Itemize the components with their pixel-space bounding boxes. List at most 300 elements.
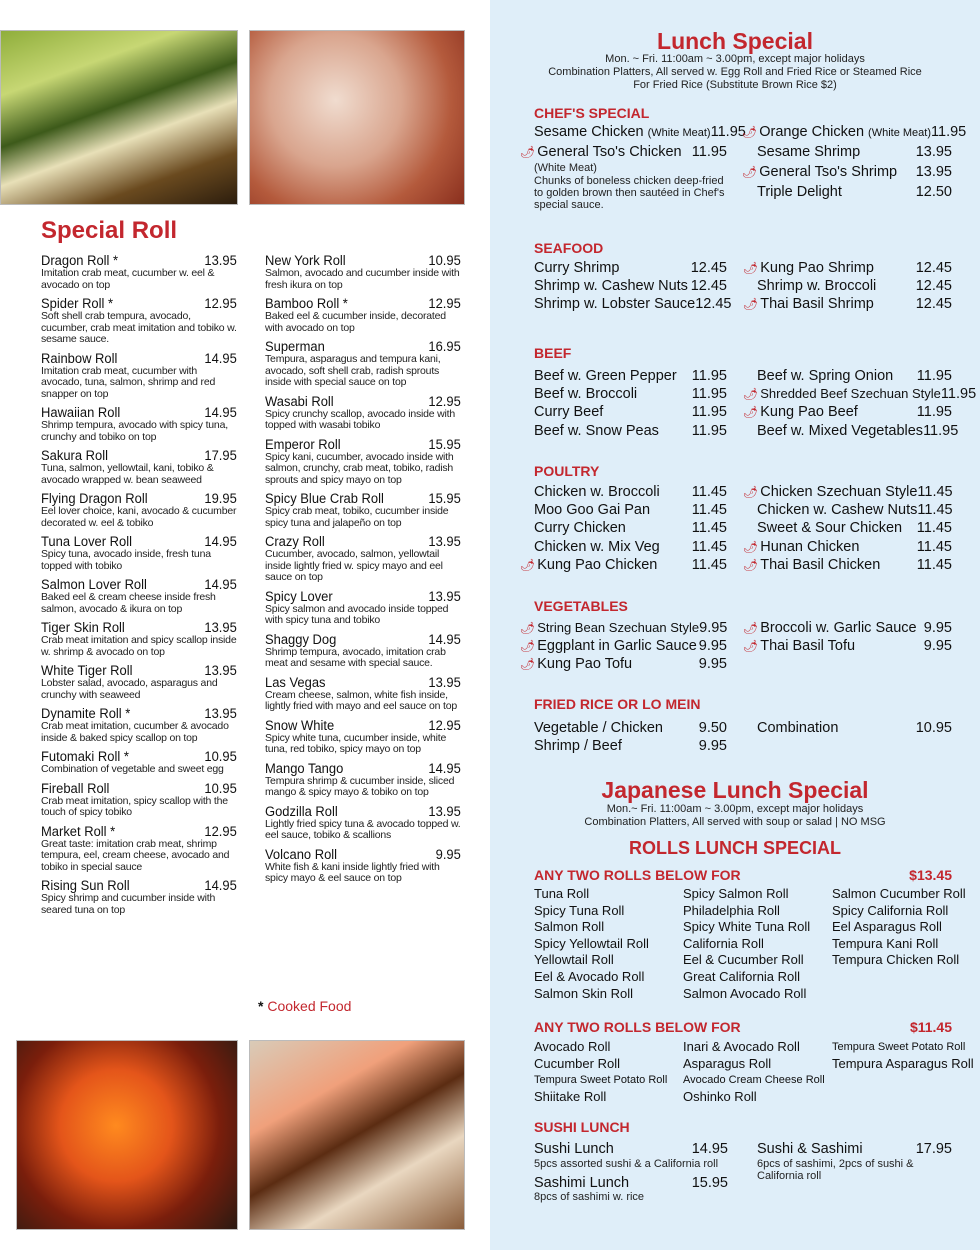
roll-header [41,253,237,268]
roll-price: 12.95 [204,823,237,839]
roll-description: Spicy crunchy scallop, avocado inside with topped with wasabi tobiko [265,407,456,431]
cooked-star: * [258,998,264,1014]
roll-item [41,663,237,701]
roll-description: Salmon, avocado and cucumber inside with fresh ikura on top [265,267,460,291]
chili-pepper-icon: 🌶 [520,145,536,159]
roll-header [41,706,237,721]
roll-price: 14.95 [204,350,237,366]
roll-list-item: Salmon Skin Roll [534,985,633,1001]
item-price: 12.45 [690,278,727,295]
roll-name: Emperor Roll [265,436,341,452]
roll-description: Shrimp tempura, avocado, imitation crab meat and sesame with special sauce. [265,645,446,669]
menu-item: Sushi Lunch 14.95 [534,1141,728,1157]
japanese-lunch-title: Japanese Lunch Special [601,777,869,803]
roll-description: White fish & kani inside lightly fried with spicy mayo & eel sauce on top [265,860,440,884]
roll-list-item: Asparagus Roll [683,1055,772,1071]
roll-list-item: Spicy Tuna Roll [534,902,625,918]
roll-description: Tempura shrimp & cucumber inside, sliced mango & spicy mayo & tobiko on top [265,774,455,798]
roll-price: 16.95 [428,339,461,354]
roll-header [265,253,461,268]
roll-item [41,296,237,346]
roll-description: Eel lover choice, kani, avocado & cucumber decorated w. eel & tobiko [41,505,237,529]
roll-item [41,824,237,874]
item-name: Shredded Beef Szechuan Style [760,386,941,402]
two-rolls-price: $13.45 [909,867,952,883]
item-name-wrap [534,259,619,277]
beef-heading: BEEF [534,345,572,361]
menu-item [743,619,952,637]
menu-item [743,403,952,421]
roll-description: Combination of vegetable and sweet egg [41,763,224,775]
menu-item [757,277,952,295]
roll-name: Market Roll * [41,823,116,839]
roll-item [41,534,237,572]
roll-description: Imitation crab meat, cucumber w. eel & avocado on top [41,267,215,291]
item-price: 11.95 [940,386,977,403]
roll-item [265,491,461,529]
roll-list-item: Avocado Cream Cheese Roll [683,1074,825,1087]
roll-item [265,253,461,291]
menu-item [743,295,952,313]
item-name-wrap [757,519,902,537]
roll-name: Shaggy Dog [265,631,337,647]
two-rolls-heading: ANY TWO ROLLS BELOW FOR $11.45 [534,1019,952,1035]
chili-pepper-icon: 🌶 [743,261,759,275]
item-description: Chunks of boneless chicken deep-fried to golden brown then sautéed in Chef's special sauce. [534,175,725,211]
item-name: Hunan Chicken [760,538,860,555]
chili-pepper-icon: 🌶 [743,639,759,654]
item-price: 9.95 [923,638,952,655]
roll-name: Snow White [265,717,335,733]
roll-header [265,437,461,452]
roll-price: 10.95 [204,749,237,764]
roll-header [265,339,461,354]
chili-pepper-icon: 🌶 [520,639,536,654]
roll-price: 13.95 [204,620,237,635]
chili-pepper-icon: 🌶 [742,165,758,179]
item-price: 9.95 [698,738,727,755]
item-price: 11.45 [691,520,727,537]
item-name: Shrimp w. Cashew Nuts [534,278,688,295]
roll-price: 14.95 [204,577,237,592]
item-name-wrap [520,619,699,637]
roll-header [41,878,237,893]
roll-header [265,804,461,819]
menu-item: Sesame Shrimp 13.95 [757,144,952,160]
item-name-wrap [520,655,632,673]
roll-item [265,804,461,842]
item-price: 10.95 [915,720,952,736]
roll-list-item: Spicy Yellowtail Roll [534,935,649,951]
menu-item [534,483,727,501]
item-name: Shrimp w. Lobster Sauce [534,296,696,313]
item-name-wrap [743,259,874,277]
item-name-wrap [534,422,659,440]
roll-list-column [683,1039,825,1105]
item-price: 11.95 [691,368,727,384]
menu-item: 🌶 Orange Chicken (White Meat) 11.95 [742,124,967,140]
roll-price: 15.95 [428,436,461,452]
item-name: Kung Pao Beef [760,404,858,421]
roll-price: 13.95 [204,253,237,268]
roll-name: Spider Roll * [41,296,114,311]
roll-header [41,405,237,420]
item-name: Sweet & Sour Chicken [757,520,903,537]
item-price: 11.45 [916,556,952,573]
roll-price: 13.95 [428,674,461,690]
menu-item [743,259,952,277]
roll-description: Spicy tuna, avocado inside, fresh tuna topped with tobiko [41,548,211,572]
item-name: Beef w. Mixed Vegetables [757,422,924,439]
roll-name: Rainbow Roll [41,350,118,366]
item-price: 9.95 [698,656,727,673]
roll-list-column [832,1039,974,1072]
roll-item [265,589,461,627]
item-name-wrap [743,556,880,574]
roll-description: Spicy shrimp and cucumber inside with seared tuna on top [41,892,216,916]
roll-list-item: Tempura Kani Roll [832,935,939,951]
roll-price: 14.95 [204,878,237,893]
item-name: Combination [757,720,839,736]
roll-price: 13.95 [428,534,461,549]
roll-list-item: Philadelphia Roll [683,902,780,918]
item-name-wrap [743,403,858,421]
roll-price: 13.95 [204,706,237,721]
eel-roll-photo [249,1040,465,1230]
roll-name: New York Roll [265,253,346,268]
roll-item [265,296,461,334]
item-name: Chicken w. Mix Veg [534,538,660,555]
roll-list-item: Eel & Avocado Roll [534,968,645,984]
roll-price: 13.95 [204,663,237,678]
item-name: String Bean Szechuan Style [537,620,700,635]
chefs-special-heading: CHEF'S SPECIAL [534,105,650,121]
menu-item [534,295,732,313]
item-name: Beef w. Broccoli [534,386,638,403]
japanese-lunch-hours: Mon.~ Fri. 11:00am ~ 3.00pm, except major holidays [606,803,864,815]
roll-name: Spicy Lover [265,588,333,604]
roll-header [265,589,461,604]
chili-pepper-icon: 🌶 [520,657,536,672]
roll-description: Baked eel & cucumber inside, decorated with avocado on top [265,310,446,334]
chili-pepper-icon: 🌶 [742,125,758,139]
item-name-wrap [520,556,657,574]
roll-header [265,675,461,690]
menu-item: Sashimi Lunch 15.95 [534,1175,728,1191]
item-name-wrap [757,422,923,440]
item-price: 11.45 [917,502,953,519]
roll-name: Crazy Roll [265,534,325,549]
item-price: 11.95 [691,386,727,403]
item-description: 6pcs of sashimi, 2pcs of sushi & California roll [757,1158,914,1182]
item-name-wrap [743,538,859,556]
roll-name: Wasabi Roll [265,393,334,409]
menu-item [534,403,727,421]
roll-list-item: Cucumber Roll [534,1055,620,1071]
item-price: 11.45 [916,520,952,537]
menu-item [743,538,952,556]
menu-item [534,501,727,519]
item-name-wrap [757,719,838,737]
roll-list-item: Tempura Asparagus Roll [832,1055,974,1071]
roll-name: Hawaiian Roll [41,405,121,420]
item-name-wrap [743,637,855,655]
roll-name: Flying Dragon Roll [41,491,148,506]
roll-description: Baked eel & cream cheese inside fresh salmon, avocado & ikura on top [41,591,216,615]
lunch-special-platters: Combination Platters, All served w. Egg Roll and Fried Rice or Steamed Rice [548,66,922,78]
item-name-wrap [534,737,622,755]
item-name-wrap [743,385,941,403]
item-price: 12.45 [695,296,732,313]
menu-item [534,719,727,737]
roll-price: 12.95 [428,296,461,311]
japanese-lunch-platters: Combination Platters, All served with soup or salad | NO MSG [584,816,886,828]
roll-name: Sakura Roll [41,448,108,463]
roll-name: Salmon Lover Roll [41,577,147,592]
roll-list-item: Eel Asparagus Roll [832,919,942,935]
item-name: Thai Basil Shrimp [760,296,874,313]
chili-pepper-icon: 🌶 [743,485,759,499]
roll-name: Dynamite Roll * [41,706,131,721]
roll-price: 13.95 [428,803,461,819]
roll-name: Volcano Roll [265,846,338,862]
roll-description: Spicy salmon and avocado inside topped with spicy tuna and tobiko [265,602,449,626]
roll-name: Fireball Roll [41,780,110,796]
item-name: Chicken Szechuan Style [760,484,918,500]
menu-item: Sesame Chicken (White Meat) 11.95 [534,124,746,140]
roll-price: 9.95 [435,846,461,862]
item-name: Curry Beef [534,404,604,421]
item-price: 11.95 [691,404,727,421]
roll-header [41,534,237,549]
roll-header [265,534,461,549]
rolls-lunch-title: ROLLS LUNCH SPECIAL [628,838,841,858]
chili-pepper-icon: 🌶 [743,539,759,554]
menu-item: 🌶 General Tso's Shrimp 13.95 [742,164,952,180]
roll-list-column [534,1039,667,1105]
item-name-wrap [534,519,626,537]
item-name: Vegetable / Chicken [534,720,663,736]
roll-item [265,761,461,799]
menu-item [743,556,952,574]
item-price: 12.45 [915,278,952,295]
item-name: Curry Shrimp [534,260,620,276]
roll-item [41,491,237,529]
item-name: Curry Chicken [534,520,626,537]
roll-header [265,761,461,776]
roll-item [41,878,237,916]
item-price: 11.45 [691,556,727,573]
roll-name: Bamboo Roll * [265,296,348,311]
item-name-wrap [534,367,677,385]
item-name-wrap [534,295,695,313]
item-price: 11.95 [916,368,952,384]
item-price: 11.45 [691,484,727,500]
roll-item [265,847,461,885]
roll-header [265,632,461,647]
roll-name: Futomaki Roll * [41,749,129,764]
roll-item [41,448,237,486]
roll-price: 19.95 [204,491,237,506]
item-price: 11.45 [916,538,952,555]
volcano-roll-photo [16,1040,238,1230]
roll-list-item: Shiitake Roll [534,1088,607,1104]
roll-list-item: Spicy California Roll [832,902,949,918]
menu-item [520,556,727,574]
menu-item [757,519,952,537]
item-name-wrap [757,277,876,295]
roll-item [41,253,237,291]
roll-name: Tuna Lover Roll [41,534,133,549]
item-name-wrap [534,538,660,556]
roll-item [41,405,237,443]
chili-pepper-icon: 🌶 [520,621,536,635]
chili-pepper-icon: 🌶 [743,621,759,635]
item-price: 12.45 [915,260,952,276]
roll-description: Crab meat imitation, spicy scallop with the touch of spicy tobiko [41,794,228,818]
item-description: 8pcs of sashimi w. rice [534,1191,645,1203]
roll-list-item: Salmon Avocado Roll [683,985,807,1001]
roll-header [265,394,461,409]
roll-header [41,296,237,311]
roll-list-item: Salmon Cucumber Roll [832,886,966,901]
item-price: 11.95 [923,422,959,439]
roll-header [265,847,461,862]
item-name-wrap [757,501,917,519]
roll-price: 13.95 [428,588,461,604]
roll-item [265,718,461,756]
dragon-roll-photo [0,30,238,205]
roll-description: Spicy crab meat, tobiko, cucumber inside spicy tuna and jalapeño on top [265,505,449,529]
menu-item [534,277,727,295]
item-name-wrap [534,277,688,295]
menu-item [520,619,727,637]
vegetables-heading: VEGETABLES [534,598,628,614]
item-name: Shrimp w. Broccoli [757,278,877,295]
item-name: Kung Pao Shrimp [760,260,874,276]
roll-header [41,448,237,463]
roll-item [41,351,237,401]
roll-list-item: Spicy White Tuna Roll [683,919,811,935]
chili-pepper-icon: 🌶 [743,297,759,312]
roll-description: Spicy white tuna, cucumber inside, white tuna, red tobiko, spicy mayo on top [265,731,447,755]
item-name: Beef w. Spring Onion [757,368,894,384]
roll-price: 12.95 [428,393,461,409]
item-description: 5pcs assorted sushi & a California roll [534,1158,719,1170]
menu-item [757,719,952,737]
menu-item [534,259,727,277]
chili-pepper-icon: 🌶 [743,405,759,420]
roll-description: Cream cheese, salmon, white fish inside, lightly fried with mayo and eel sauce on top [265,688,457,712]
sushi-lunch-heading: SUSHI LUNCH [534,1119,630,1135]
roll-name: Dragon Roll * [41,253,119,268]
item-name: Kung Pao Chicken [537,556,658,573]
menu-item [534,519,727,537]
menu-item [757,367,952,385]
spicy-roll-photo [249,30,465,205]
roll-description: Tuna, salmon, yellowtail, kani, tobiko & avocado wrapped w. bean seaweed [41,462,214,486]
special-roll-left-column [41,253,237,921]
item-price: 11.45 [691,538,727,555]
item-name-wrap [534,719,663,737]
roll-description: Tempura, asparagus and tempura kani, avocado, soft shell crab, radish sprouts inside with special sauce on top [265,353,441,388]
item-name-wrap [534,483,660,501]
chili-pepper-icon: 🌶 [743,387,759,402]
roll-header [41,663,237,678]
two-rolls-heading: ANY TWO ROLLS BELOW FOR $13.45 [534,867,952,883]
lunch-special-title: Lunch Special [657,28,813,54]
roll-header [41,781,237,796]
roll-name: Rising Sun Roll [41,878,130,893]
item-name-wrap [743,483,917,501]
roll-item [265,437,461,487]
roll-name: Godzilla Roll [265,803,338,819]
menu-item [534,422,727,440]
roll-header [41,577,237,592]
roll-price: 10.95 [204,780,237,796]
roll-header [41,351,237,366]
special-roll-right-column [265,253,461,890]
item-name: Beef w. Snow Peas [534,422,659,439]
roll-header [265,491,461,506]
poultry-heading: POULTRY [534,463,600,479]
item-name: Beef w. Green Pepper [534,368,677,384]
item-note: (White Meat) [534,162,597,174]
roll-price: 12.95 [204,296,237,311]
roll-header [41,824,237,839]
roll-list-item: Inari & Avocado Roll [683,1039,800,1054]
roll-price: 10.95 [428,253,461,268]
menu-item: 🌶 General Tso's Chicken 11.95 [520,144,727,160]
roll-item [41,749,237,776]
roll-price: 12.95 [428,717,461,733]
item-name: Chicken w. Cashew Nuts [757,502,918,519]
item-name: Thai Basil Chicken [760,556,881,573]
roll-list-item: Spicy Salmon Roll [683,886,789,901]
roll-list-item: Tempura Sweet Potato Roll [534,1074,668,1087]
roll-item [41,706,237,744]
item-name-wrap [743,295,874,313]
chili-pepper-icon: 🌶 [743,557,759,572]
item-name-wrap [520,637,697,655]
roll-list-column [534,886,649,1002]
roll-description: Cucumber, avocado, salmon, yellowtail inside lightly fried w. spicy mayo and eel sauce on top [265,548,443,583]
roll-header [265,296,461,311]
roll-price: 14.95 [428,631,461,647]
item-name: Broccoli w. Garlic Sauce [760,620,917,636]
menu-item [534,367,727,385]
special-roll-title: Special Roll [41,217,178,244]
two-rolls-price: $11.45 [909,1019,952,1035]
roll-item [41,620,237,658]
item-name: Moo Goo Gai Pan [534,502,651,519]
item-name: Chicken w. Broccoli [534,484,660,500]
roll-list-column [832,886,966,969]
roll-name: Tiger Skin Roll [41,620,125,635]
menu-item: Triple Delight 12.50 [757,184,952,200]
roll-price: 14.95 [428,760,461,776]
roll-description: Spicy kani, cucumber, avocado inside with salmon, crunchy, crab meat, tobiko, radish sprouts and spicy mayo on top [265,450,454,486]
roll-list-column [683,886,810,1002]
roll-description: Lightly fried spicy tuna & avocado topped w. eel sauce, tobiko & scallions [265,817,461,841]
item-price: 12.45 [915,296,952,313]
menu-item [743,483,952,501]
menu-item [520,637,727,655]
cooked-label: Cooked Food [267,998,352,1014]
roll-header [41,491,237,506]
roll-item [265,534,461,584]
roll-description: Crab meat imitation, cucumber & avocado inside & baked spicy scallop on top [41,720,229,744]
